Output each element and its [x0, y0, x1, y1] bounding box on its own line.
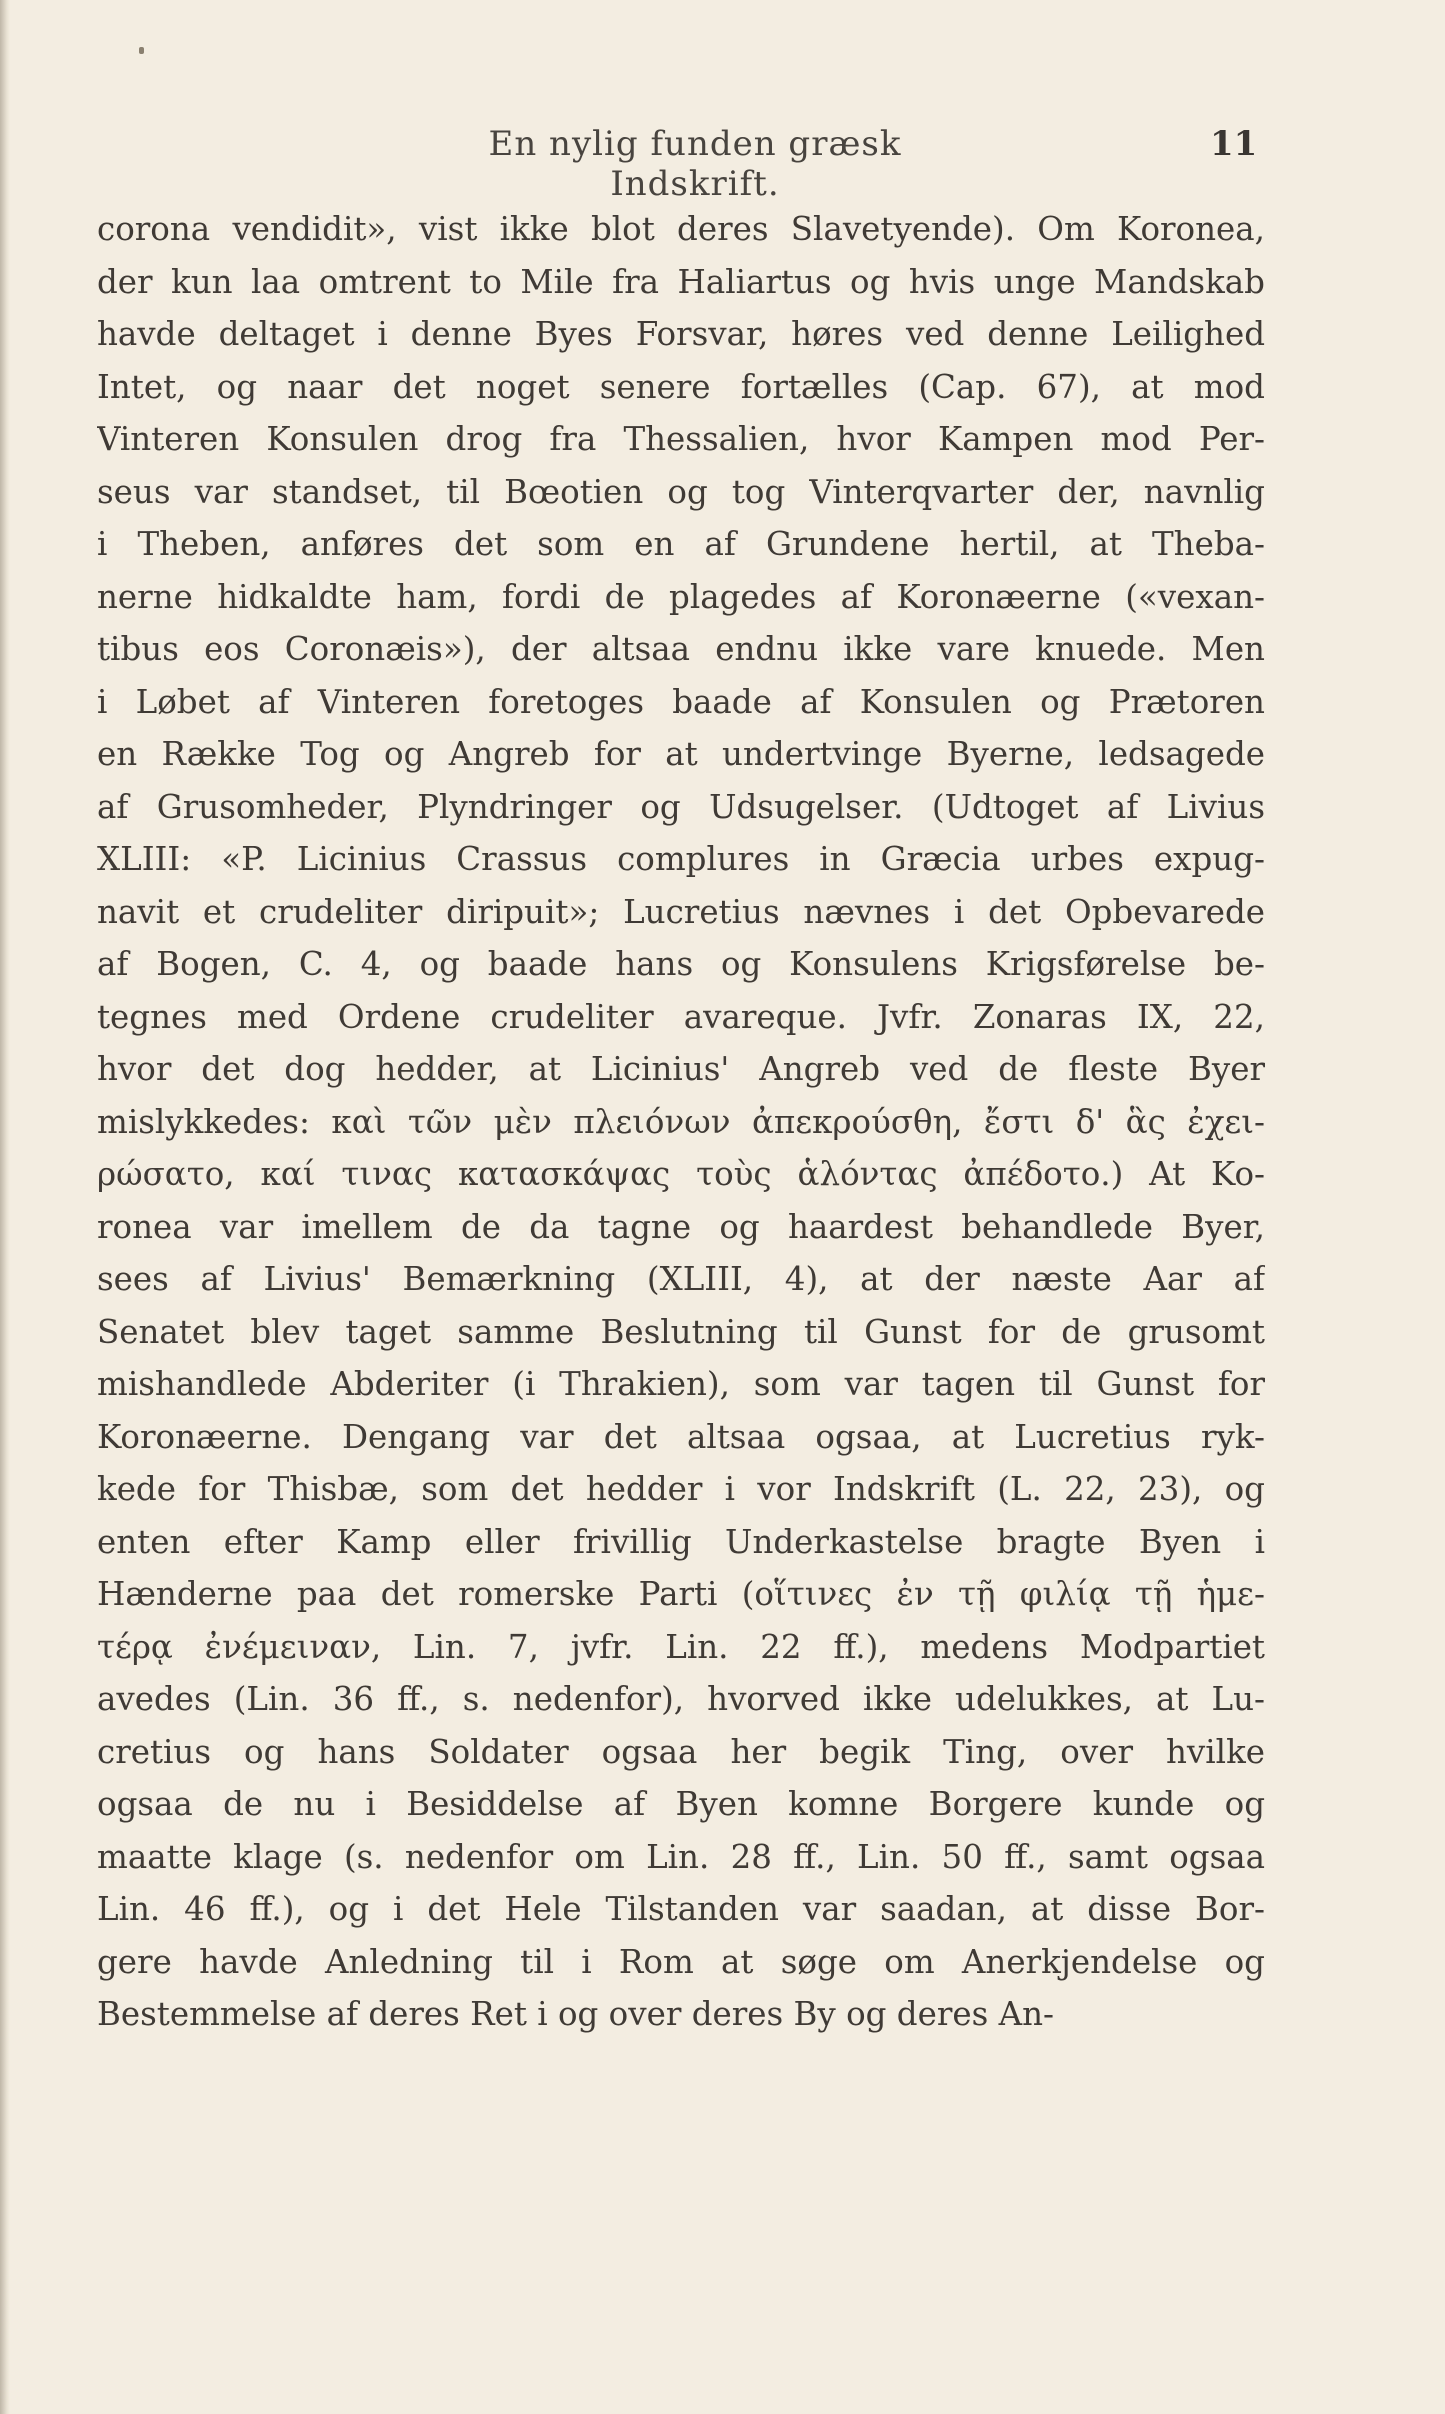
- text-line: Bestemmelse af deres Ret i og over deres By og deres An-: [97, 1995, 1054, 2033]
- text-line: Senatet blev taget samme Beslutning til Gunst for de grusomt: [97, 1312, 1265, 1351]
- text-line: af Bogen, C. 4, og baade hans og Konsulens Krigsførelse be-: [97, 945, 1265, 983]
- text-line: Intet, og naar det noget senere fortælles (Cap. 67), at mod: [97, 367, 1265, 406]
- text-line: tibus eos Coronæis»), der altsaa endnu ikke vare knuede. Men: [97, 630, 1265, 668]
- running-head-title: En nylig funden græsk Indskrift.: [488, 124, 902, 204]
- text-line: der kun laa omtrent to Mile fra Haliartus og hvis unge Mandskab: [97, 262, 1265, 301]
- text-line: Hænderne paa det romerske Parti (οἵτινες ἐν τῇ φιλίᾳ τῇ ἡμε-: [97, 1575, 1265, 1613]
- text-line: seus var standset, til Bœotien og tog Vinterqvarter der, navnlig: [97, 472, 1265, 511]
- text-line: cretius og hans Soldater ogsaa her begik Ting, over hvilke: [97, 1732, 1265, 1771]
- page-number: 11: [1210, 124, 1258, 164]
- text-line: af Grusomheder, Plyndringer og Udsugelser. (Udtoget af Livius: [97, 787, 1265, 826]
- text-line: mishandlede Abderiter (i Thrakien), som var tagen til Gunst for: [97, 1365, 1265, 1403]
- text-line: τέρᾳ ἐνέμειναν, Lin. 7, jvfr. Lin. 22 ff.), medens Modpartiet: [97, 1627, 1265, 1666]
- text-line: Vinteren Konsulen drog fra Thessalien, hvor Kampen mod Per-: [97, 420, 1265, 458]
- text-line: ronea var imellem de da tagne og haardest behandlede Byer,: [97, 1207, 1265, 1246]
- text-line: mislykkedes: καὶ τῶν μὲν πλειόνων ἀπεκρούσθη, ἔστι δ' ἃς ἐχει-: [97, 1102, 1265, 1141]
- text-line: nerne hidkaldte ham, fordi de plagedes af Koronæerne («vexan-: [97, 577, 1265, 616]
- text-line: maatte klage (s. nedenfor om Lin. 28 ff., Lin. 50 ff., samt ogsaa: [97, 1837, 1265, 1876]
- text-line: en Række Tog og Angreb for at undertvinge Byerne, ledsagede: [97, 735, 1265, 773]
- text-line: XLIII: «P. Licinius Crassus complures in Græcia urbes expug-: [97, 840, 1265, 878]
- text-line: navit et crudeliter diripuit»; Lucretius nævnes i det Opbevarede: [97, 892, 1265, 931]
- text-line: sees af Livius' Bemærkning (XLIII, 4), at der næste Aar af: [97, 1260, 1265, 1298]
- text-line: i Theben, anføres det som en af Grundene hertil, at Theba-: [97, 525, 1265, 563]
- text-line: avedes (Lin. 36 ff., s. nedenfor), hvorved ikke udelukkes, at Lu-: [97, 1680, 1265, 1718]
- text-line: tegnes med Ordene crudeliter avareque. Jvfr. Zonaras IX, 22,: [97, 997, 1265, 1036]
- text-line: Lin. 46 ff.), og i det Hele Tilstanden var saadan, at disse Bor-: [97, 1890, 1265, 1928]
- text-line: ogsaa de nu i Besiddelse af Byen komne Borgere kunde og: [97, 1785, 1265, 1823]
- page-edge-shadow: [0, 0, 10, 2414]
- text-line: Koronæerne. Dengang var det altsaa ogsaa, at Lucretius ryk-: [97, 1417, 1265, 1456]
- text-line: enten efter Kamp eller frivillig Underkastelse bragte Byen i: [97, 1522, 1265, 1561]
- text-line: ρώσατο, καί τινας κατασκάψας τοὺς ἁλόντας ἀπέδοτο.) At Ko-: [97, 1155, 1265, 1193]
- text-line: havde deltaget i denne Byes Forsvar, høres ved denne Leilighed: [97, 315, 1265, 353]
- text-line: i Løbet af Vinteren foretoges baade af Konsulen og Prætoren: [97, 682, 1265, 721]
- text-line: hvor det dog hedder, at Licinius' Angreb ved de fleste Byer: [97, 1050, 1265, 1088]
- body-text: [97, 203, 1265, 2041]
- running-head: [0, 124, 1445, 204]
- text-line: gere havde Anledning til i Rom at søge om Anerkjendelse og: [97, 1942, 1265, 1981]
- ink-speck: [139, 47, 144, 54]
- text-line: corona vendidit», vist ikke blot deres Slavetyende). Om Koronea,: [97, 210, 1265, 248]
- text-line: kede for Thisbæ, som det hedder i vor Indskrift (L. 22, 23), og: [97, 1470, 1265, 1508]
